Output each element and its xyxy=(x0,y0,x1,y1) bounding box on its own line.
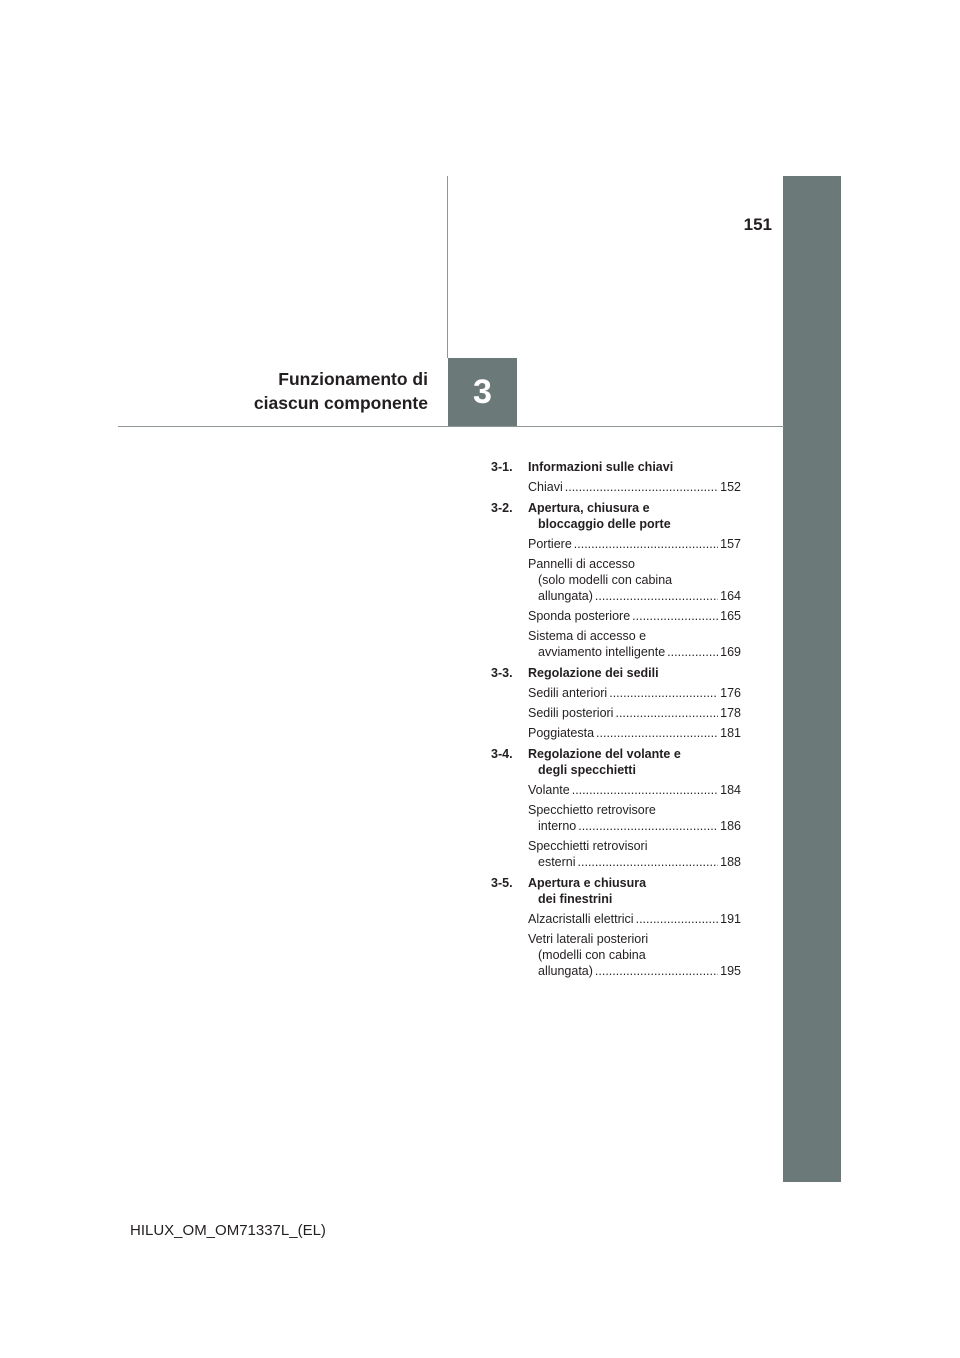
toc-section-title-line: dei finestrini xyxy=(538,892,613,906)
toc-section xyxy=(491,875,741,979)
toc-section xyxy=(491,665,741,741)
toc-entry-page: 181 xyxy=(720,726,741,740)
toc-dot-leader xyxy=(596,725,718,741)
toc-section-number: 3-3. xyxy=(491,666,513,680)
toc-dot-leader xyxy=(572,782,718,798)
toc-entry-page: 169 xyxy=(720,645,741,659)
toc-entry-page: 184 xyxy=(720,783,741,797)
toc-entry-page: 164 xyxy=(720,589,741,603)
toc-section xyxy=(491,459,741,495)
toc-section xyxy=(491,746,741,870)
toc-section-title-line: Apertura e chiusura xyxy=(528,876,647,890)
toc-section-title xyxy=(528,746,741,778)
page-number: 151 xyxy=(743,215,772,234)
toc-section-title xyxy=(528,875,741,907)
toc-entry-label: interno xyxy=(538,819,577,833)
toc-entry-label: avviamento intelligente xyxy=(538,645,666,659)
toc-entry-line: Vetri laterali posteriori xyxy=(528,932,649,946)
toc-entry[interactable] xyxy=(528,556,741,604)
table-of-contents xyxy=(491,459,741,984)
toc-dot-leader xyxy=(574,536,718,552)
toc-entry-page: 191 xyxy=(720,912,741,926)
toc-entry-label: Sponda posteriore xyxy=(528,609,631,623)
toc-entry[interactable] xyxy=(528,802,741,834)
toc-entry-label: Alzacristalli elettrici xyxy=(528,912,634,926)
toc-entry-page: 186 xyxy=(720,819,741,833)
toc-entry-label: esterni xyxy=(538,855,576,869)
toc-entry-label: Sedili anteriori xyxy=(528,686,608,700)
toc-entry-label: allungata) xyxy=(538,964,593,978)
toc-section-number: 3-1. xyxy=(491,460,513,474)
toc-entry[interactable] xyxy=(528,608,741,624)
toc-entry-label: Poggiatesta xyxy=(528,726,595,740)
toc-section-title-line: Apertura, chiusura e xyxy=(528,501,650,515)
toc-entry-page: 188 xyxy=(720,855,741,869)
toc-entry-page: 165 xyxy=(720,609,741,623)
toc-dot-leader xyxy=(595,963,718,979)
toc-dot-leader xyxy=(595,588,718,604)
toc-section-title-line: bloccaggio delle porte xyxy=(538,517,671,531)
toc-section-title-line: degli specchietti xyxy=(538,763,636,777)
toc-entry-line: Specchietto retrovisore xyxy=(528,803,656,817)
toc-entry-label: Portiere xyxy=(528,537,572,551)
toc-dot-leader xyxy=(578,854,719,870)
toc-entry-page: 178 xyxy=(720,706,741,720)
toc-entry[interactable] xyxy=(528,931,741,979)
toc-section-title xyxy=(528,459,741,475)
toc-entry[interactable] xyxy=(528,838,741,870)
toc-entry[interactable] xyxy=(528,911,741,927)
toc-entry-line: Sistema di accesso e xyxy=(528,629,647,643)
toc-section-title-line: Regolazione del volante e xyxy=(528,747,681,761)
toc-dot-leader xyxy=(615,705,718,721)
toc-entry-page: 176 xyxy=(720,686,741,700)
toc-dot-leader xyxy=(632,608,718,624)
toc-entry[interactable] xyxy=(528,628,741,660)
chapter-number-box xyxy=(448,358,517,426)
horizontal-divider xyxy=(118,426,784,427)
toc-entry[interactable] xyxy=(528,479,741,495)
toc-entry-line: Specchietti retrovisori xyxy=(528,839,648,853)
chapter-side-tab xyxy=(783,176,841,1182)
toc-dot-leader xyxy=(609,685,718,701)
toc-entry-page: 152 xyxy=(720,480,741,494)
chapter-title-line-1: Funzionamento di xyxy=(278,369,428,389)
toc-entry-page: 195 xyxy=(720,964,741,978)
toc-section-title-line: Informazioni sulle chiavi xyxy=(528,460,674,474)
toc-section xyxy=(491,500,741,660)
vertical-divider xyxy=(447,176,448,358)
toc-entry-label: Sedili posteriori xyxy=(528,706,614,720)
toc-section-number: 3-5. xyxy=(491,876,513,890)
toc-entry-line: (modelli con cabina xyxy=(538,948,646,962)
toc-entry[interactable] xyxy=(528,536,741,552)
toc-section-number: 3-2. xyxy=(491,501,513,515)
toc-dot-leader xyxy=(578,818,718,834)
toc-section-title-line: Regolazione dei sedili xyxy=(528,666,659,680)
toc-entry-label: Chiavi xyxy=(528,480,563,494)
toc-section-number: 3-4. xyxy=(491,747,513,761)
chapter-title xyxy=(254,367,428,415)
toc-entry[interactable] xyxy=(528,782,741,798)
toc-entry-label: Volante xyxy=(528,783,570,797)
toc-dot-leader xyxy=(565,479,718,495)
toc-entry-line: (solo modelli con cabina xyxy=(538,573,673,587)
toc-dot-leader xyxy=(667,644,718,660)
toc-section-title xyxy=(528,665,741,681)
toc-entry[interactable] xyxy=(528,725,741,741)
chapter-title-line-2: ciascun componente xyxy=(253,393,428,413)
chapter-number: 3 xyxy=(473,372,492,411)
toc-entry-page: 157 xyxy=(720,537,741,551)
toc-dot-leader xyxy=(636,911,719,927)
document-code: HILUX_OM_OM71337L_(EL) xyxy=(130,1222,326,1239)
toc-entry[interactable] xyxy=(528,705,741,721)
toc-section-title xyxy=(528,500,741,532)
toc-entry-label: allungata) xyxy=(538,589,593,603)
toc-entry[interactable] xyxy=(528,685,741,701)
toc-entry-line: Pannelli di accesso xyxy=(528,557,636,571)
